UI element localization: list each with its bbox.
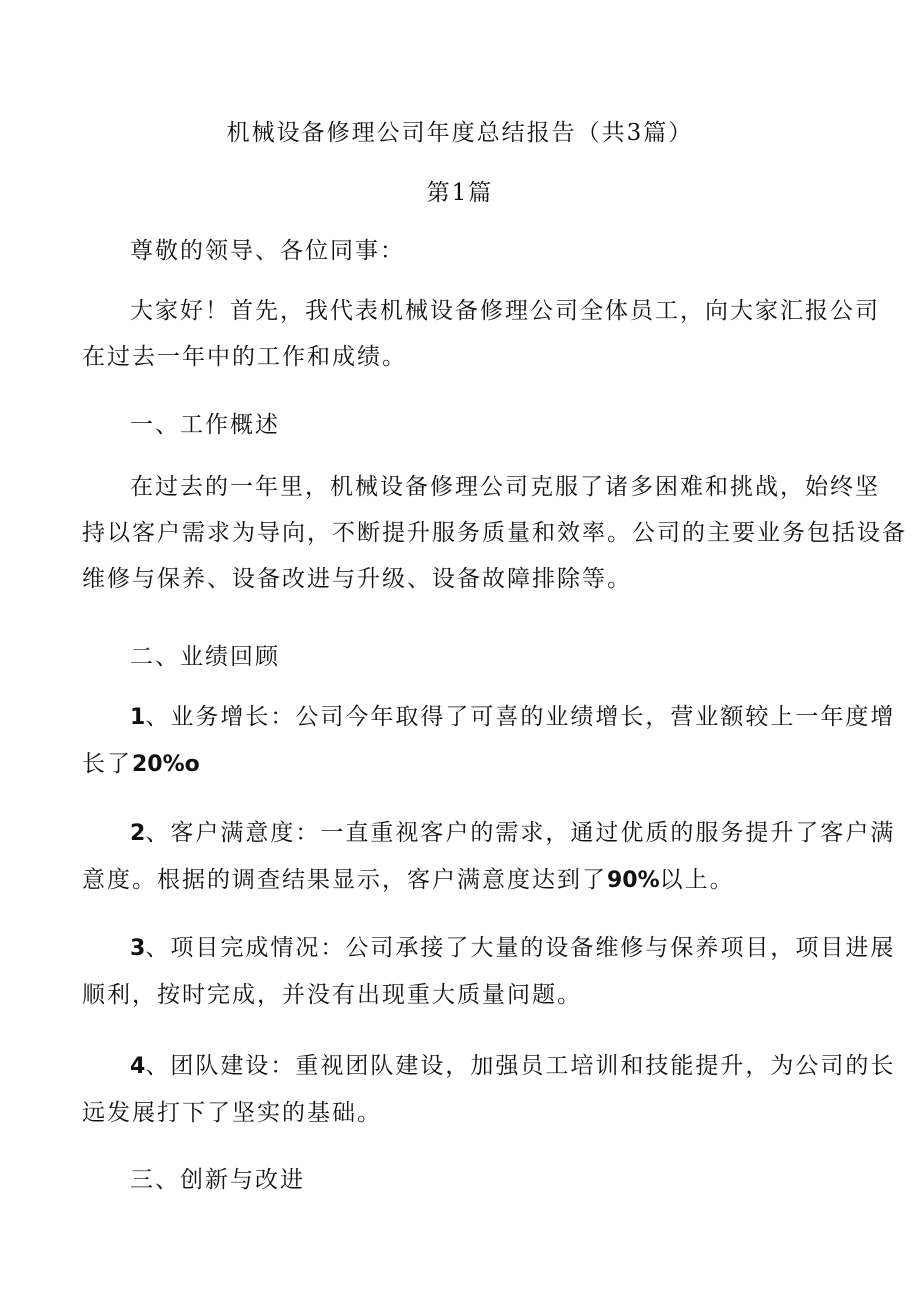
item-3-paragraph [82, 925, 896, 1018]
item-4-paragraph [82, 1043, 896, 1136]
section-3-heading [82, 1157, 842, 1203]
item-4-number: 4 [130, 1054, 146, 1079]
item-1-number: 1 [130, 705, 146, 730]
item-2-text: 、客户满意度：一直重视客户的需求，通过优质的服务提升了客户满 [145, 820, 896, 846]
item-2-line-1 [82, 810, 896, 857]
item-3-text: 、项目完成情况：公司承接了大量的设备维修与保养项目，项目进展 [145, 935, 896, 961]
section-1-heading-text: 一、工作概述 [130, 412, 280, 438]
item-1-value: 20%o [132, 752, 200, 777]
item-2-number: 2 [130, 821, 146, 846]
item-3-line-2: 顺利，按时完成，并没有出现重大质量问题。 [82, 982, 582, 1008]
section-1-line-2: 持以客户需求为导向，不断提升服务质量和效率。公司的主要业务包括设备 [82, 520, 907, 546]
section-2-heading-text: 二、业绩回顾 [130, 644, 280, 670]
intro-paragraph [82, 288, 880, 380]
document-title: 机械设备修理公司年度总结报告（共3篇） [226, 120, 694, 146]
section-3-heading-text: 三、创新与改进 [130, 1167, 305, 1193]
section-2-heading [82, 634, 842, 680]
item-2-line-2 [82, 857, 842, 904]
part-title: 第1篇 [426, 180, 494, 206]
item-3-line-1 [82, 925, 896, 972]
item-4-text: 、团队建设：重视团队建设，加强员工培训和技能提升，为公司的长 [145, 1053, 896, 1079]
greeting [82, 228, 842, 274]
item-2-prefix: 意度。根据的调查结果显示，客户满意度达到了 [82, 867, 607, 893]
section-1-line-1: 在过去的一年里，机械设备修理公司克服了诸多困难和挑战，始终坚 [130, 474, 880, 500]
intro-line-1: 大家好！首先，我代表机械设备修理公司全体员工，向大家汇报公司 [130, 298, 880, 324]
section-1-body [82, 464, 907, 602]
item-1-paragraph [82, 694, 896, 788]
item-1-text: 、业务增长：公司今年取得了可喜的业绩增长，营业额较上一年度增 [145, 704, 896, 730]
item-2-value: 90% [607, 868, 660, 893]
item-2-suffix: 以上。 [659, 867, 735, 893]
section-1-line-3: 维修与保养、设备改进与升级、设备故障排除等。 [82, 566, 632, 592]
greeting-text: 尊敬的领导、各位同事： [130, 238, 405, 264]
intro-line-2: 在过去一年中的工作和成绩。 [82, 344, 407, 370]
item-2-paragraph [82, 810, 896, 904]
item-1-prefix: 长了 [82, 751, 132, 777]
item-1-line-1 [82, 694, 896, 741]
item-4-line-2: 远发展打下了坚实的基础。 [82, 1100, 382, 1126]
section-1-heading [82, 402, 842, 448]
item-4-line-1 [82, 1043, 896, 1090]
item-3-number: 3 [130, 936, 146, 961]
item-1-line-2 [82, 741, 842, 788]
